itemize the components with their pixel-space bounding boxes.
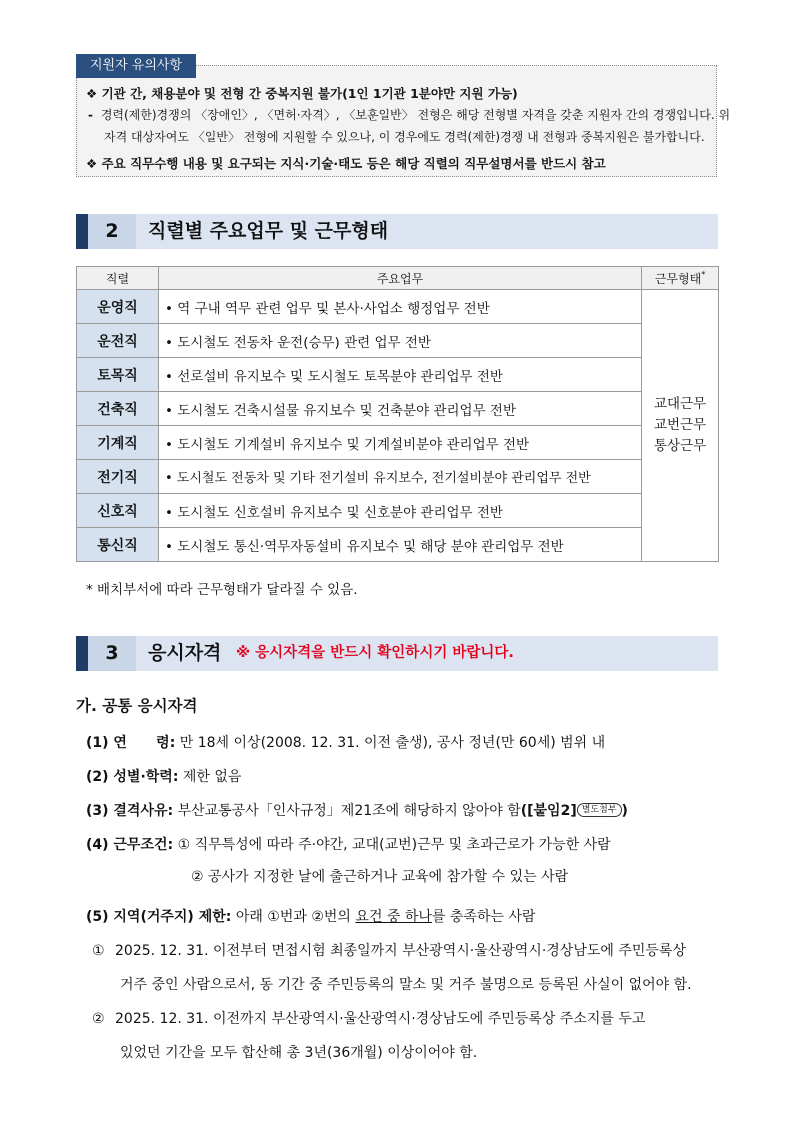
job-duty: • 역 구내 역무 관련 업무 및 본사·사업소 행정업무 전반 (159, 290, 642, 324)
work-form: 교대근무 (653, 396, 707, 412)
section-title: 직렬별 주요업무 및 근무형태 (148, 220, 389, 242)
header-duty: 주요업무 (159, 267, 642, 290)
table-row (77, 494, 719, 528)
table-row (77, 324, 719, 358)
table-header-row (77, 267, 719, 290)
job-name: 건축직 (77, 392, 159, 426)
notice-tab: 지원자 유의사항 (76, 54, 196, 78)
section-title: 응시자격 (148, 642, 222, 664)
notice-item-2: ❖ 주요 직무수행 내용 및 요구되는 지식·기술·태도 등은 해당 직렬의 직무설명서를 반드시 참고 (86, 156, 606, 171)
work-form: 교번근무 (653, 417, 707, 433)
job-duty: • 도시철도 전동차 및 기타 전기설비 유지보수, 전기설비분야 관리업무 전반 (159, 460, 642, 494)
job-name: 통신직 (77, 528, 159, 562)
qualification-region: (5) 지역(거주지) 제한: 아래 ①번과 ②번의 요건 중 하나를 충족하는 사람 (86, 909, 536, 925)
diamond-bullet-icon: ❖ (86, 156, 98, 171)
qualification-gender-education: (2) 성별·학력: 제한 없음 (86, 769, 242, 785)
region-requirement-1-line2: 거주 중인 사람으로서, 동 기간 중 주민등록의 말소 및 거주 불명으로 등록된 사실이 없어야 함. (120, 977, 692, 993)
table-row (77, 392, 719, 426)
job-duty: • 도시철도 기계설비 유지보수 및 기계설비분야 관리업무 전반 (159, 426, 642, 460)
work-form: 통상근무 (653, 438, 707, 454)
job-name: 전기직 (77, 460, 159, 494)
job-duty: • 도시철도 건축시설물 유지보수 및 건축분야 관리업무 전반 (159, 392, 642, 426)
section-number: 2 (88, 214, 136, 249)
section-3-header (76, 636, 718, 671)
job-duty: • 도시철도 전동차 운전(승무) 관련 업무 전반 (159, 324, 642, 358)
job-duty: • 도시철도 통신·역무자동설비 유지보수 및 해당 분야 관리업무 전반 (159, 528, 642, 562)
job-name: 운전직 (77, 324, 159, 358)
region-requirement-2: ② 2025. 12. 31. 이전까지 부산광역시·울산광역시·경상남도에 주민등록상 주소지를 두고 (92, 1011, 646, 1027)
region-requirement-2-line2: 있었던 기간을 모두 합산해 총 3년(36개월) 이상이어야 함. (120, 1045, 478, 1061)
section-2-header (76, 214, 718, 249)
qualification-age: (1) 연 령: 만 18세 이상(2008. 12. 31. 이전 출생), 공사 정년(만 60세) 범위 내 (86, 735, 606, 751)
table-row (77, 426, 719, 460)
section-bar (76, 636, 88, 671)
job-name: 신호직 (77, 494, 159, 528)
dash-bullet: - (88, 108, 93, 122)
qualification-work-condition: (4) 근무조건: ① 직무특성에 따라 주·야간, 교대(교번)근무 및 초과근로가 가능한 사람 (86, 837, 611, 853)
jobs-table (76, 266, 719, 562)
table-row (77, 358, 719, 392)
work-form-cell (642, 290, 719, 562)
region-requirement-1: ① 2025. 12. 31. 이전부터 면접시험 최종일까지 부산광역시·울산광역시·경상남도에 주민등록상 (92, 943, 686, 959)
notice-item-1: ❖ 기관 간, 채용분야 및 전형 간 중복지원 불가(1인 1기관 1분야만 지원 가능) (86, 86, 518, 101)
header-form: 근무형태* (642, 267, 719, 290)
job-name: 토목직 (77, 358, 159, 392)
qualification-disqualification: (3) 결격사유: 부산교통공사「인사규정」제21조에 해당하지 않아야 함([붙임2] 별도첨부 ) (86, 803, 628, 819)
table-row (77, 460, 719, 494)
common-heading: 가. 공통 응시자격 (76, 697, 198, 715)
table-row (77, 290, 719, 324)
attachment-badge: 별도첨부 (577, 803, 622, 817)
job-name: 기계직 (77, 426, 159, 460)
section-bar (76, 214, 88, 249)
qualification-work-condition-2: ② 공사가 지정한 날에 출근하거나 교육에 참가할 수 있는 사람 (191, 869, 569, 885)
header-job: 직렬 (77, 267, 159, 290)
section-number: 3 (88, 636, 136, 671)
job-duty: • 선로설비 유지보수 및 도시철도 토목분야 관리업무 전반 (159, 358, 642, 392)
table-footnote: * 배치부서에 따라 근무형태가 달라질 수 있음. (86, 582, 358, 598)
notice-subitem: - 경력(제한)경쟁의 〈장애인〉, 〈면허·자격〉, 〈보훈일반〉 전형은 해당 전형별 자격을 갖춘 지원자 간의 경쟁입니다. 위 (88, 108, 731, 122)
table-row (77, 528, 719, 562)
job-name: 운영직 (77, 290, 159, 324)
notice-subitem-line2: 자격 대상자여도 〈일반〉 전형에 지원할 수 있으나, 이 경우에도 경력(제한)경쟁 내 전형과 중복지원은 불가합니다. (104, 130, 705, 144)
job-duty: • 도시철도 신호설비 유지보수 및 신호분야 관리업무 전반 (159, 494, 642, 528)
section-warning: ※ 응시자격을 반드시 확인하시기 바랍니다. (236, 645, 514, 661)
diamond-bullet-icon: ❖ (86, 86, 98, 101)
